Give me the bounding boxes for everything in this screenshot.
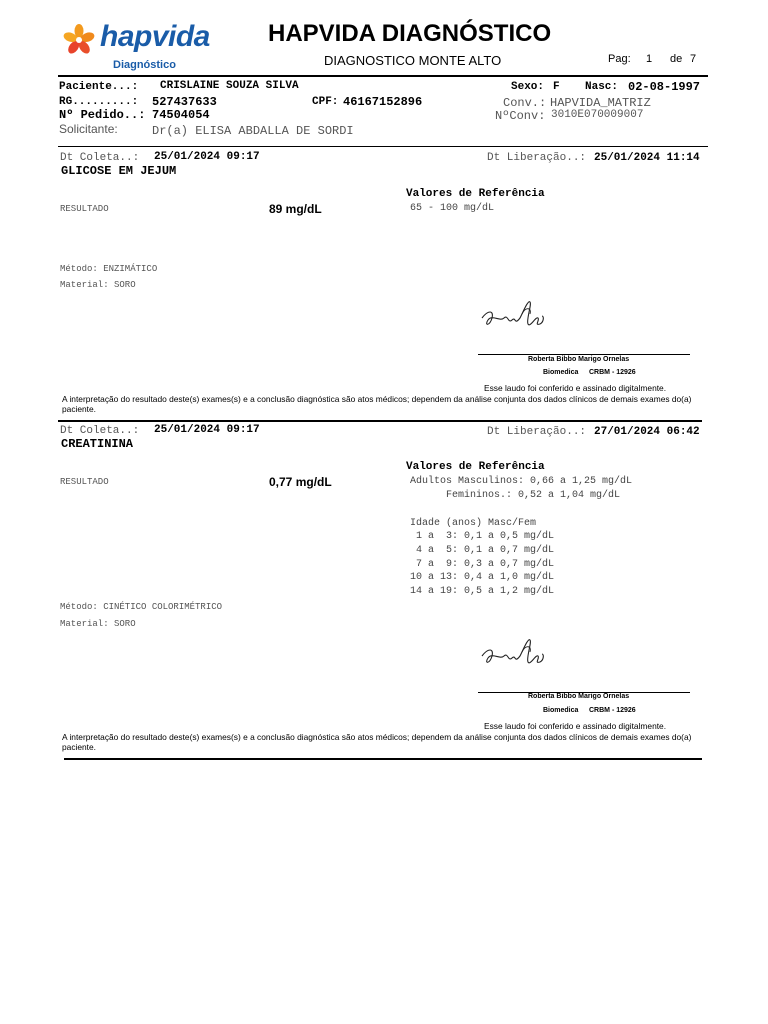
coleta-label: Dt Coleta..:	[60, 152, 140, 164]
patient-conv-label: Conv.:	[503, 96, 547, 110]
ref-line: 14 a 19: 0,5 a 1,2 mg/dL	[410, 586, 555, 597]
result-label: RESULTADO	[60, 477, 109, 487]
page-label: Pag:	[608, 53, 631, 65]
flower-logo-icon	[60, 22, 98, 58]
patient-rg: 527437633	[152, 95, 217, 109]
signer-name: Roberta Bibbo Marigo Ornelas	[528, 693, 630, 700]
ref-line: 10 a 13: 0,4 a 1,0 mg/dL	[410, 572, 555, 583]
signer-crbm: CRBM - 12926	[589, 707, 636, 714]
ref-line: 4 a 5: 0,1 a 0,7 mg/dL	[410, 545, 555, 556]
method: Método: ENZIMÁTICO	[60, 264, 158, 274]
signature-image	[478, 634, 550, 674]
lab-title: HAPVIDA DIAGNÓSTICO	[268, 20, 552, 47]
patient-name-label: Paciente...:	[59, 81, 139, 93]
patient-requester: Dr(a) ELISA ABDALLA DE SORDI	[152, 124, 354, 138]
exam-separator	[58, 420, 702, 422]
ref-title: Valores de Referência	[406, 188, 545, 200]
patient-rule	[58, 146, 708, 147]
logo-subtitle: Diagnóstico	[113, 59, 176, 71]
signer-role: Biomedica	[543, 369, 579, 376]
method: Método: CINÉTICO COLORIMÉTRICO	[60, 602, 223, 612]
ref-line: Femininos.: 0,52 a 1,04 mg/dL	[410, 490, 621, 501]
signature-note: Esse laudo foi conferido e assinado digitalmente.	[484, 383, 667, 393]
coleta-date: 25/01/2024 09:17	[154, 424, 260, 436]
liberacao-label: Dt Liberação..:	[487, 426, 587, 438]
footer-rule	[64, 758, 702, 760]
liberacao-label: Dt Liberação..:	[487, 152, 587, 164]
exam-name: GLICOSE EM JEJUM	[61, 164, 177, 178]
patient-rg-label: RG.........:	[59, 96, 139, 108]
patient-nconv: 3010E070009007	[551, 109, 644, 121]
disclaimer: A interpretação do resultado deste(s) exames(s) e a conclusão diagnóstica são atos médicos; dependem da análise conjunta dos dados clínicos de demais exames do(a) paciente.	[62, 394, 692, 414]
patient-sex: F	[553, 81, 560, 93]
page-total: 7	[690, 53, 697, 65]
result-value: 89 mg/dL	[269, 202, 322, 216]
patient-order-label: Nº Pedido..:	[59, 108, 146, 122]
ref-line: Idade (anos) Masc/Fem	[410, 518, 537, 529]
patient-birth-label: Nasc:	[585, 81, 619, 93]
page-of: de	[670, 53, 683, 65]
header-rule	[58, 75, 708, 77]
patient-order: 74504054	[152, 108, 210, 122]
patient-sex-label: Sexo:	[511, 81, 545, 93]
ref-line: 7 a 9: 0,3 a 0,7 mg/dL	[410, 559, 555, 570]
signature-line	[478, 354, 690, 355]
coleta-date: 25/01/2024 09:17	[154, 151, 260, 163]
result-label: RESULTADO	[60, 204, 109, 214]
page-current: 1	[646, 53, 653, 65]
patient-name: CRISLAINE SOUZA SILVA	[160, 80, 299, 92]
disclaimer: A interpretação do resultado deste(s) exames(s) e a conclusão diagnóstica são atos médicos; dependem da análise conjunta dos dados clínicos de demais exames do(a) paciente.	[62, 732, 692, 752]
signer-name: Roberta Bibbo Marigo Ornelas	[528, 356, 630, 363]
exam-name: CREATININA	[61, 437, 134, 451]
liberacao-date: 27/01/2024 06:42	[594, 426, 700, 438]
patient-birth: 02-08-1997	[628, 80, 701, 94]
signer-role: Biomedica	[543, 707, 579, 714]
patient-requester-label: Solicitante:	[59, 122, 118, 136]
patient-cpf-label: CPF:	[312, 96, 339, 108]
signer-crbm: CRBM - 12926	[589, 369, 636, 376]
material: Material: SORO	[60, 619, 136, 629]
ref-title: Valores de Referência	[406, 461, 545, 473]
signature-image	[478, 296, 550, 336]
result-value: 0,77 mg/dL	[269, 475, 332, 489]
material: Material: SORO	[60, 280, 136, 290]
patient-cpf: 46167152896	[343, 95, 423, 109]
ref-line: 65 - 100 mg/dL	[410, 203, 495, 214]
ref-line: 1 a 3: 0,1 a 0,5 mg/dL	[410, 531, 555, 542]
ref-line: Adultos Masculinos: 0,66 a 1,25 mg/dL	[410, 476, 633, 487]
lab-unit: DIAGNOSTICO MONTE ALTO	[324, 53, 502, 68]
liberacao-date: 25/01/2024 11:14	[594, 152, 700, 164]
patient-conv: HAPVIDA_MATRIZ	[550, 96, 651, 110]
coleta-label: Dt Coleta..:	[60, 425, 140, 437]
signature-note: Esse laudo foi conferido e assinado digitalmente.	[484, 721, 667, 731]
patient-nconv-label: NºConv:	[495, 109, 546, 123]
logo-wordmark: hapvida	[100, 20, 210, 53]
